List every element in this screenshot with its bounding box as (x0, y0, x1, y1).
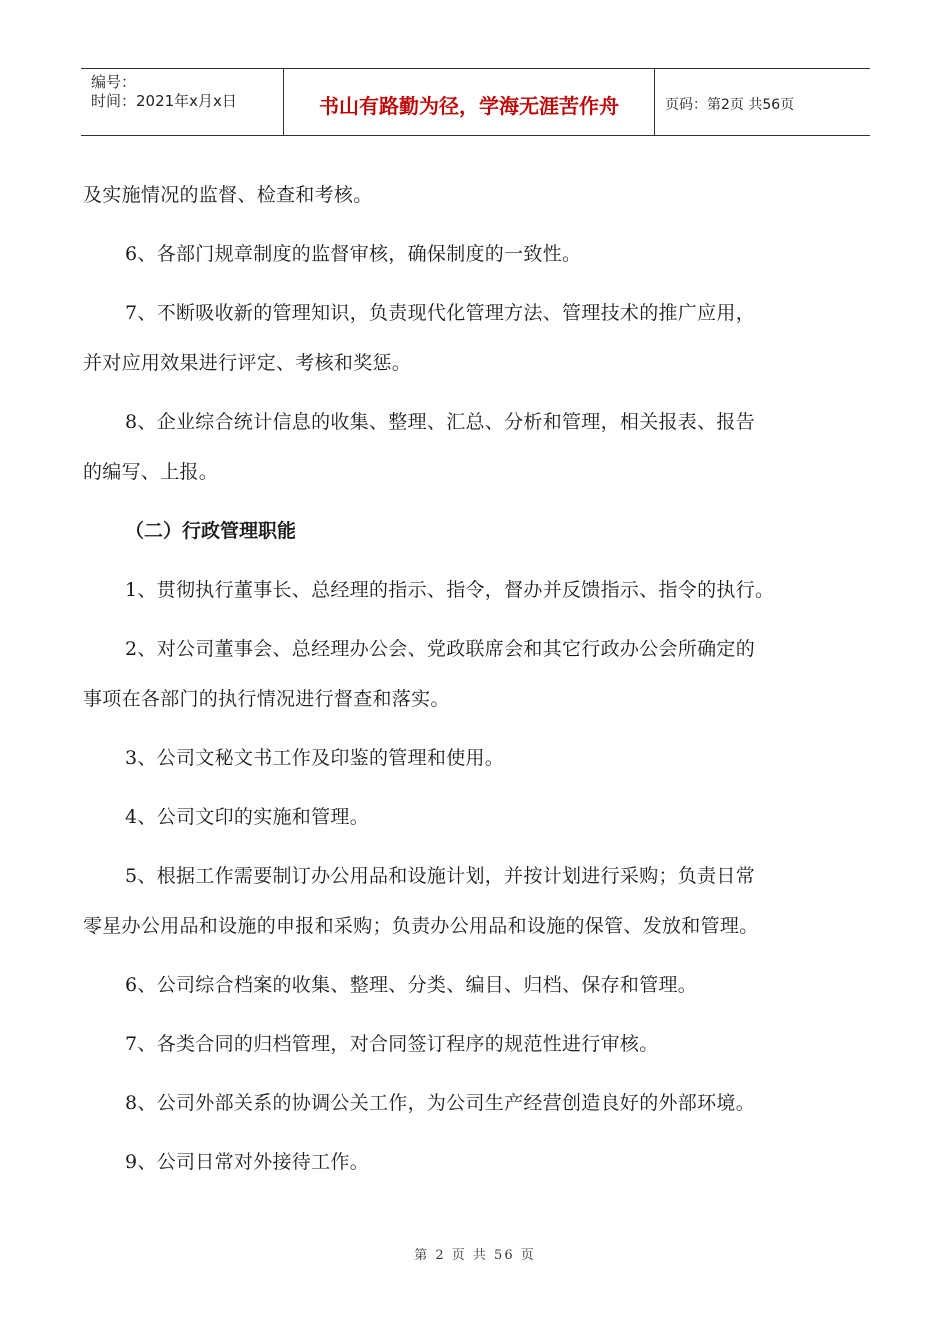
paragraph-admin-3 (83, 733, 870, 783)
paragraph-continuation (83, 170, 870, 220)
text-line: 1、贯彻执行董事长、总经理的指示、指令，督办并反馈指示、指令的执行。 (125, 579, 775, 601)
paragraph-item-6 (83, 229, 870, 279)
page-header (81, 68, 870, 136)
text-line: 事项在各部门的执行情况进行督查和落实。 (83, 688, 450, 710)
text-line: 7、各类合同的归档管理，对合同签订程序的规范性进行审核。 (125, 1033, 659, 1055)
header-motto: 书山有路勤为径，学海无涯苦作舟 (283, 69, 655, 135)
text-line: 8、公司外部关系的协调公关工作，为公司生产经营创造良好的外部环境。 (125, 1092, 755, 1114)
paragraph-item-8 (83, 397, 870, 497)
section-heading: （二）行政管理职能 (125, 520, 297, 542)
text-line: 6、公司综合档案的收集、整理、分类、编目、归档、保存和管理。 (125, 974, 698, 996)
text-line: 6、各部门规章制度的监督审核，确保制度的一致性。 (125, 243, 582, 265)
header-meta (81, 69, 283, 135)
paragraph-admin-2 (83, 624, 870, 724)
text-line: 4、公司文印的实施和管理。 (125, 806, 369, 828)
document-number-label: 编号： (91, 73, 137, 91)
paragraph-admin-5 (83, 851, 870, 951)
paragraph-item-7 (83, 288, 870, 388)
paragraph-admin-4 (83, 792, 870, 842)
document-time-label: 时间：2021年x月x日 (91, 92, 237, 110)
paragraph-admin-9 (83, 1137, 870, 1187)
text-line: 9、公司日常对外接待工作。 (125, 1151, 369, 1173)
text-line: 8、企业综合统计信息的收集、整理、汇总、分析和管理，相关报表、报告 (125, 411, 755, 433)
text-line: 2、对公司董事会、总经理办公会、党政联席会和其它行政办公会所确定的 (125, 638, 755, 660)
text-line: 3、公司文秘文书工作及印鉴的管理和使用。 (125, 747, 505, 769)
document-body (83, 170, 870, 1196)
page-footer: 第 2 页 共 56 页 (414, 1248, 536, 1263)
paragraph-admin-1 (83, 565, 870, 615)
text-line: 零星办公用品和设施的申报和采购；负责办公用品和设施的保管、发放和管理。 (83, 915, 759, 937)
paragraph-admin-7 (83, 1019, 870, 1069)
paragraph-admin-6 (83, 960, 870, 1010)
text-line: 7、不断吸收新的管理知识，负责现代化管理方法、管理技术的推广应用， (125, 302, 755, 324)
text-line: 的编写、上报。 (83, 461, 219, 483)
text-line: 5、根据工作需要制订办公用品和设施计划，并按计划进行采购；负责日常 (125, 865, 755, 887)
header-page-info: 页码：第2页 共56页 (665, 97, 795, 113)
text-line: 并对应用效果进行评定、考核和奖惩。 (83, 352, 412, 374)
paragraph-admin-8 (83, 1078, 870, 1128)
text-line: 及实施情况的监督、检查和考核。 (83, 184, 373, 206)
